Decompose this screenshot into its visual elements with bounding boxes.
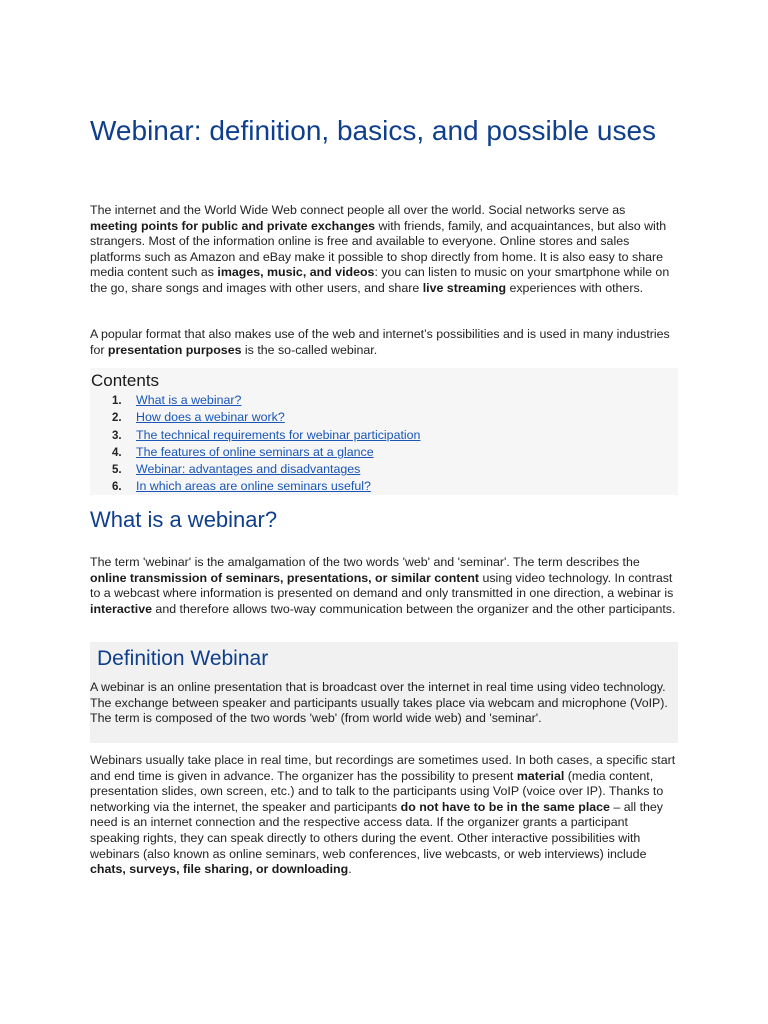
what-is-text-1: The term 'webinar' is the amalgamation of the two words 'web' and 'seminar'. The term describes the (90, 555, 640, 569)
intro-text-4: experiences with others. (506, 280, 644, 295)
contents-link-advantages[interactable]: Webinar: advantages and disadvantages (136, 462, 361, 477)
definition-heading: Definition Webinar (97, 647, 269, 670)
what-is-bold-1: online transmission of seminars, presentations, or similar content (90, 570, 480, 585)
popular-paragraph (90, 327, 676, 358)
contents-item (112, 444, 420, 461)
details-text-3: – all they need is an internet connection and the respective access data. If the organizer grants a participant speaking rights, they can speak directly to others during the event. Other interactive possibilities with webinars (also known as online seminars, web conferences, live webcasts, or web interviews) include (90, 799, 663, 861)
contents-item-number: 2. (112, 412, 122, 425)
details-bold-1: material (516, 768, 565, 783)
what-is-text-2: using video technology. In contrast to a webcast where information is presented on demand and only transmitted in one direction, a webinar is (90, 570, 674, 601)
contents-item (112, 427, 420, 444)
contents-link-how-it-works[interactable]: How does a webinar work? (136, 410, 285, 425)
page-title: Webinar: definition, basics, and possible uses (90, 115, 657, 146)
contents-link-requirements[interactable]: The technical requirements for webinar participation (136, 427, 421, 442)
section-heading-what-is: What is a webinar? (90, 507, 278, 532)
intro-text-2: with friends, family, and acquaintances, but also with strangers. Most of the information online is free and available to everyone. Online stores and sales platforms such as Amazon and eBay make it possible to shop directly from home. It is also easy to share media content such as (90, 218, 667, 280)
contents-link-what-is[interactable]: What is a webinar? (136, 393, 242, 407)
details-text-4: . (348, 862, 352, 877)
contents-item-number: 4. (112, 446, 122, 459)
details-text-2: (media content, presentation slides, own screen, etc.) and to talk to the participants using VoIP (voice over IP). Thanks to networking via the internet, the speaker and participants (90, 768, 664, 814)
contents-item-number: 5. (112, 464, 122, 477)
intro-text-3: : you can listen to music on your smartphone while on the go, share songs and images with other users, and share (90, 265, 670, 295)
what-is-bold-2: interactive (90, 601, 152, 616)
popular-bold-1: presentation purposes (107, 342, 242, 357)
intro-paragraph (90, 203, 676, 297)
contents-item (112, 392, 420, 409)
contents-link-useful-areas[interactable]: In which areas are online seminars useful? (136, 479, 371, 494)
contents-link-features[interactable]: The features of online seminars at a glance (136, 444, 374, 459)
popular-text-2: is the so-called webinar. (241, 342, 378, 357)
contents-list (112, 392, 420, 496)
popular-text-1: A popular format that also makes use of the web and internet’s possibilities and is used in many industries for (90, 327, 670, 357)
details-paragraph (90, 753, 676, 878)
contents-item-number: 1. (112, 395, 122, 407)
contents-item (112, 478, 420, 495)
intro-text-1: The internet and the World Wide Web connect people all over the world. Social networks serve as (90, 203, 626, 217)
what-is-paragraph (90, 555, 676, 617)
definition-box (90, 642, 678, 743)
intro-bold-1: meeting points for public and private exchanges (90, 218, 376, 233)
what-is-text-3: and therefore allows two-way communication between the organizer and the other participants. (151, 601, 676, 616)
details-bold-3: chats, surveys, file sharing, or downloading (90, 862, 349, 877)
details-text-1: Webinars usually take place in real time, but recordings are sometimes used. In both cases, a specific start and end time is given in advance. The organizer has the possibility to present (90, 753, 676, 783)
details-bold-2: do not have to be in the same place (400, 799, 610, 814)
intro-bold-2: images, music, and videos (217, 265, 375, 280)
contents-item-number: 6. (112, 481, 122, 494)
contents-item-number: 3. (112, 429, 122, 442)
contents-heading: Contents (91, 371, 160, 390)
table-of-contents (90, 368, 678, 495)
definition-text: A webinar is an online presentation that is broadcast over the internet in real time using video technology. The exchange between speaker and participants usually takes place via webcam and microphone (VoIP). The term is composed of the two words 'web' (from world wide web) and 'seminar'. (90, 680, 668, 726)
intro-bold-3: live streaming (422, 280, 507, 295)
contents-item (112, 409, 420, 426)
contents-item (112, 461, 420, 478)
